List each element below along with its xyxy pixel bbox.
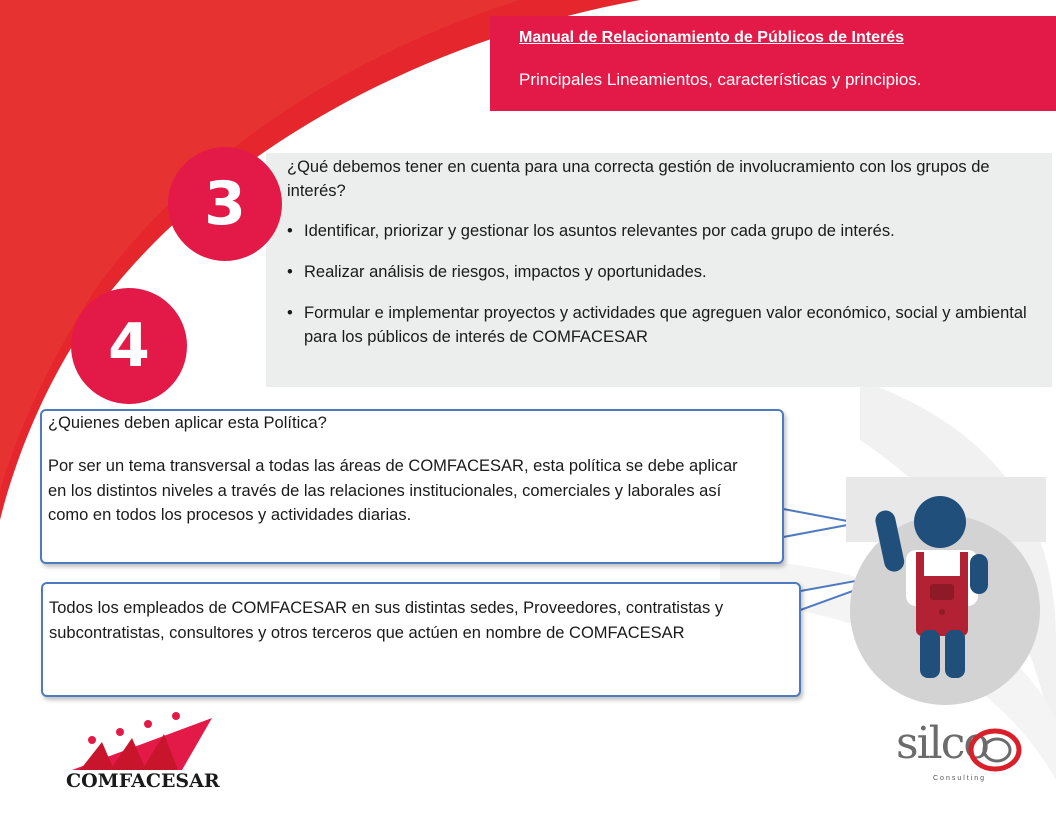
section-3-panel [266, 153, 1052, 387]
bullet-item: • Realizar análisis de riesgos, impactos y oportunidades. [287, 260, 1027, 284]
comfacesar-mark-icon [62, 710, 222, 772]
silco-swirl-icon [967, 726, 1023, 774]
section-4-number-badge: 4 [71, 288, 187, 404]
section-4-callout-who [40, 409, 784, 564]
bullet-item: • Formular e implementar proyectos y actividades que agreguen valor económico, social y ambiental para los públicos de interés de COMFACESAR [287, 301, 1027, 349]
silco-tagline: Consulting [933, 775, 987, 782]
bullet-item: • Identificar, priorizar y gestionar los asuntos relevantes por cada grupo de interés. [287, 219, 1027, 243]
section-4-callout-employees [41, 582, 801, 697]
silco-logo-text: silco [896, 718, 988, 769]
comfacesar-logo [62, 710, 222, 795]
section-4-body: Por ser un tema transversal a todas las áreas de COMFACESAR, esta política se debe aplicar en los distintos niveles a través de las relaciones institucionales, comerciales y laborales así como en todos los procesos y actividades diarias. [48, 457, 738, 524]
section-3-bullet-list [287, 219, 1027, 366]
silco-logo [893, 718, 1023, 788]
section-4-question: ¿Quienes deben aplicar esta Política? [48, 414, 327, 432]
comfacesar-logo-text: COMFACESAR [66, 770, 220, 792]
section-3-number-badge: 3 [168, 147, 282, 261]
document-title: Manual de Relacionamiento de Públicos de Interés [519, 29, 904, 46]
header-banner [490, 16, 1056, 111]
worker-illustration-icon [870, 492, 1000, 692]
document-subtitle: Principales Lineamientos, características y principios. [519, 70, 922, 89]
section-3-question: ¿Qué debemos tener en cuenta para una correcta gestión de involucramiento con los grupos de interés? [287, 158, 990, 200]
section-4-body-2: Todos los empleados de COMFACESAR en sus distintas sedes, Proveedores, contratistas y subcontratistas, consultores y otros terceros que actúen en nombre de COMFACESAR [49, 599, 724, 642]
